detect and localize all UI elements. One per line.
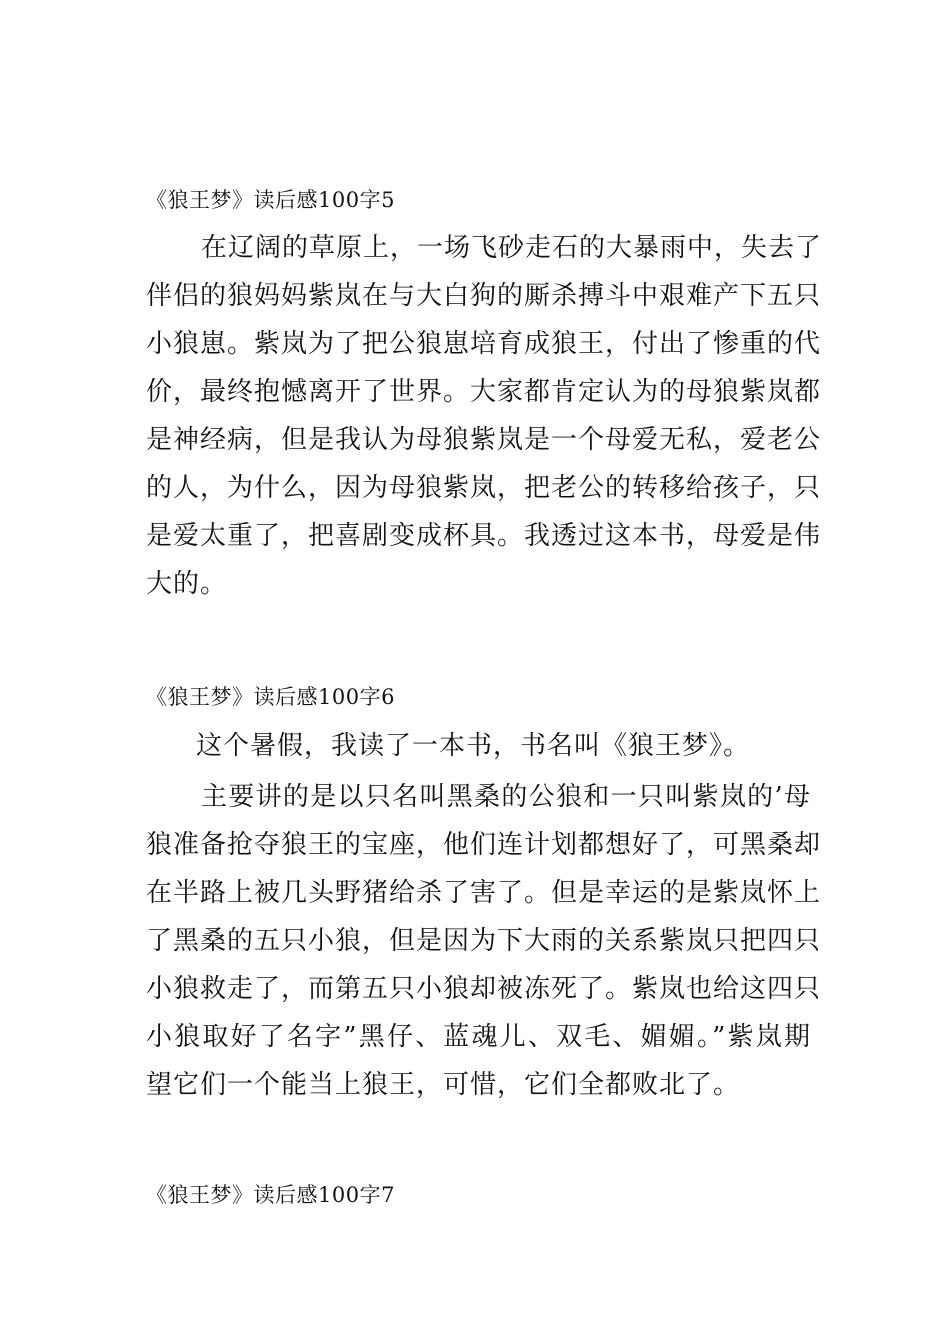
paragraph-line: 小狼取好了名字”黑仔、蓝魂儿、双毛、媚媚。”紫岚期 <box>146 1022 811 1052</box>
paragraph-line: 小狼崽。紫岚为了把公狼崽培育成狼王，付出了惨重的代 <box>146 329 822 359</box>
paragraph-line: 伴侣的狼妈妈紫岚在与大白狗的厮杀搏斗中艰难产下五只 <box>146 281 822 311</box>
paragraph-line: 在半路上被几头野猪给杀了害了。但是幸运的是紫岚怀上 <box>146 878 822 908</box>
paragraph-line: 大的。 <box>146 569 228 599</box>
paragraph-line: 价，最终抱憾离开了世界。大家都肯定认为的母狼紫岚都 <box>146 377 822 407</box>
paragraph-line: 小狼救走了，而第五只小狼却被冻死了。紫岚也给这四只 <box>146 974 822 1004</box>
paragraph-line: 狼准备抢夺狼王的宝座，他们连计划都想好了，可黑桑却 <box>146 830 822 860</box>
paragraph-line: 了黑桑的五只小狼，但是因为下大雨的关系紫岚只把四只 <box>146 926 822 956</box>
paragraph-line: 主要讲的是以只名叫黑桑的公狼和一只叫紫岚的’母 <box>201 782 811 812</box>
section-heading: 《狼王梦》读后感100字5 <box>146 188 395 212</box>
paragraph-line: 是爱太重了，把喜剧变成杯具。我透过这本书，母爱是伟 <box>146 521 822 551</box>
paragraph <box>146 773 822 1109</box>
paragraph-line: 望它们一个能当上狼王，可惜，它们全都败北了。 <box>146 1070 741 1100</box>
section-heading: 《狼王梦》读后感100字7 <box>146 1183 395 1207</box>
paragraph-line: 这个暑假，我读了一本书，书名叫《狼王梦》。 <box>196 731 751 761</box>
section-heading: 《狼王梦》读后感100字6 <box>146 685 395 709</box>
paragraph <box>146 224 823 608</box>
paragraph-line: 是神经病，但是我认为母狼紫岚是一个母爱无私，爱老公 <box>146 425 822 455</box>
paragraph-line: 在辽阔的草原上，一场飞砂走石的大暴雨中，失去了 <box>201 233 823 263</box>
paragraph-line: 的人，为什么，因为母狼紫岚，把老公的转移给孩子，只 <box>146 473 822 503</box>
paragraph <box>146 722 811 770</box>
